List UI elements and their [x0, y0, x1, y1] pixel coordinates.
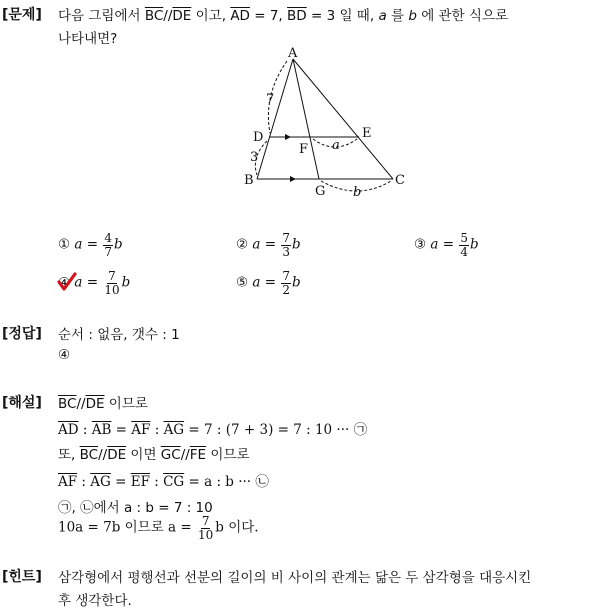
answer-line1: 순서 : 없음, 갯수 : 1	[58, 327, 180, 343]
choice-3[interactable]	[414, 232, 479, 258]
explanation-line5: ㉠, ㉡에서 a : b = 7 : 10	[58, 500, 213, 516]
numerator: 5	[460, 231, 468, 245]
segment-bc: $\overline{BC}$	[144, 8, 164, 24]
choice-var: b	[114, 236, 123, 253]
choice-lhs: a =	[74, 274, 99, 291]
text: = 7,	[249, 8, 288, 24]
problem-text-line2: 나타내면?	[58, 31, 118, 47]
length-b-label: b	[353, 185, 362, 200]
choice-number: ⑤	[236, 274, 249, 291]
problem-text-line1	[58, 4, 508, 24]
point-c-label: C	[395, 173, 405, 188]
length-a-label: a	[332, 138, 340, 153]
segment: $\overline{DE}$	[85, 396, 105, 412]
explanation-line3	[58, 443, 250, 463]
text: 다음 그림에서	[58, 8, 145, 24]
segment: $\overline{AG}$	[90, 474, 111, 490]
text: //	[98, 447, 108, 463]
explanation-line1	[58, 392, 148, 412]
numerator: 4	[104, 231, 112, 245]
choice-fraction	[103, 270, 120, 296]
text: 에 관한 식으로	[416, 8, 509, 24]
denominator: 4	[460, 244, 468, 259]
choice-2[interactable]	[236, 232, 301, 258]
choice-number: ①	[58, 236, 71, 253]
denominator: 10	[104, 282, 120, 297]
denominator: 2	[282, 282, 290, 297]
choice-fraction	[103, 232, 113, 258]
choice-5[interactable]	[236, 270, 301, 296]
choice-var: b	[121, 274, 131, 291]
segment: $\overline{AF}$	[131, 422, 151, 438]
segment: $\overline{AD}$	[58, 422, 79, 438]
segment: $\overline{GC}$	[160, 447, 181, 463]
parallel-symbol: //	[163, 8, 173, 24]
segment-ad: $\overline{AD}$	[230, 8, 250, 24]
choice-1[interactable]	[58, 232, 123, 258]
segment: $\overline{CG}$	[163, 474, 185, 490]
text: 를	[386, 8, 409, 24]
answer-line2: ④	[58, 347, 71, 363]
choice-4[interactable]	[58, 270, 130, 296]
hint-line1: 삼각형에서 평행선과 선분의 길이의 비 사이의 관계는 닮은 두 삼각형을 대응시킨	[58, 570, 532, 586]
point-e-label: E	[362, 126, 372, 141]
segment: $\overline{DE}$	[107, 447, 127, 463]
text: //	[76, 396, 86, 412]
point-a-label: A	[288, 46, 298, 61]
segment-de: $\overline{DE}$	[172, 8, 192, 24]
choice-lhs: a =	[252, 236, 277, 253]
choice-var: b	[292, 236, 301, 253]
text: = 7 : (7 + 3) = 7 : 10 ··· ㉠	[184, 422, 368, 438]
point-f-label: F	[299, 142, 309, 157]
check-mark-icon	[56, 271, 78, 293]
var-a: a	[378, 8, 387, 24]
var-b: b	[408, 8, 417, 24]
text: 또,	[58, 447, 80, 463]
answer-label: [정답]	[2, 326, 42, 342]
text: //	[180, 447, 190, 463]
side-ac	[293, 59, 393, 179]
segment-bd: $\overline{BD}$	[287, 8, 307, 24]
explanation-line2	[58, 418, 367, 438]
numerator: 7	[108, 269, 116, 283]
choice-lhs: a =	[430, 236, 455, 253]
segment: $\overline{AG}$	[163, 422, 185, 438]
arrow-marker-bc	[290, 176, 296, 182]
text: :	[149, 474, 164, 490]
point-d-label: D	[253, 130, 264, 145]
choice-lhs: a =	[74, 236, 99, 253]
triangle-figure	[235, 45, 415, 205]
side-ab	[257, 59, 293, 179]
choice-number-text: ④	[58, 274, 71, 291]
choice-fraction	[281, 270, 291, 296]
length-3-label: 3	[250, 150, 259, 165]
text: 이므로	[206, 447, 250, 463]
segment-ag	[293, 59, 319, 179]
text: = a : b ··· ㉡	[184, 474, 269, 490]
explanation-label: [해설]	[2, 395, 42, 411]
problem-label: [문제]	[2, 7, 42, 23]
choice-fraction	[281, 232, 291, 258]
segment: $\overline{EF}$	[130, 474, 150, 490]
segment: $\overline{BC}$	[79, 447, 99, 463]
choice-number: ③	[414, 236, 427, 253]
choice-number: ②	[236, 236, 249, 253]
numerator: 7	[282, 231, 290, 245]
length-7-label: 7	[266, 92, 275, 107]
segment: $\overline{FE}$	[189, 447, 207, 463]
choice-lhs: a =	[252, 274, 277, 291]
segment: $\overline{AF}$	[58, 474, 78, 490]
text: =	[111, 422, 132, 438]
text: 이고,	[191, 8, 231, 24]
choice-fraction	[459, 232, 469, 258]
numerator: 7	[282, 269, 290, 283]
denominator: 10	[198, 527, 214, 542]
hint-label: [힌트]	[2, 569, 42, 585]
hint-line2: 후 생각한다.	[58, 593, 132, 609]
text: 이면	[126, 447, 161, 463]
segment: $\overline{AB}$	[91, 422, 112, 438]
point-b-label: B	[244, 173, 254, 188]
text: :	[77, 474, 91, 490]
text: 이므로	[104, 396, 148, 412]
arrow-marker-de	[285, 134, 291, 140]
text: = 3 일 때,	[306, 8, 379, 24]
numerator: 7	[201, 514, 210, 528]
segment: $\overline{BC}$	[58, 396, 77, 412]
choice-var: b	[292, 274, 301, 291]
text: =	[110, 474, 131, 490]
choice-var: b	[470, 236, 479, 253]
point-g-label: G	[315, 184, 326, 199]
explanation-line4	[58, 470, 269, 490]
text: 10a = 7b 이므로 a =	[58, 519, 196, 536]
choice-number	[58, 275, 70, 291]
denominator: 7	[104, 244, 112, 259]
denominator: 3	[282, 244, 290, 259]
text: b 이다.	[215, 519, 259, 536]
text: :	[78, 422, 92, 438]
text: :	[150, 422, 164, 438]
fraction	[197, 515, 214, 541]
explanation-line6	[58, 515, 259, 541]
